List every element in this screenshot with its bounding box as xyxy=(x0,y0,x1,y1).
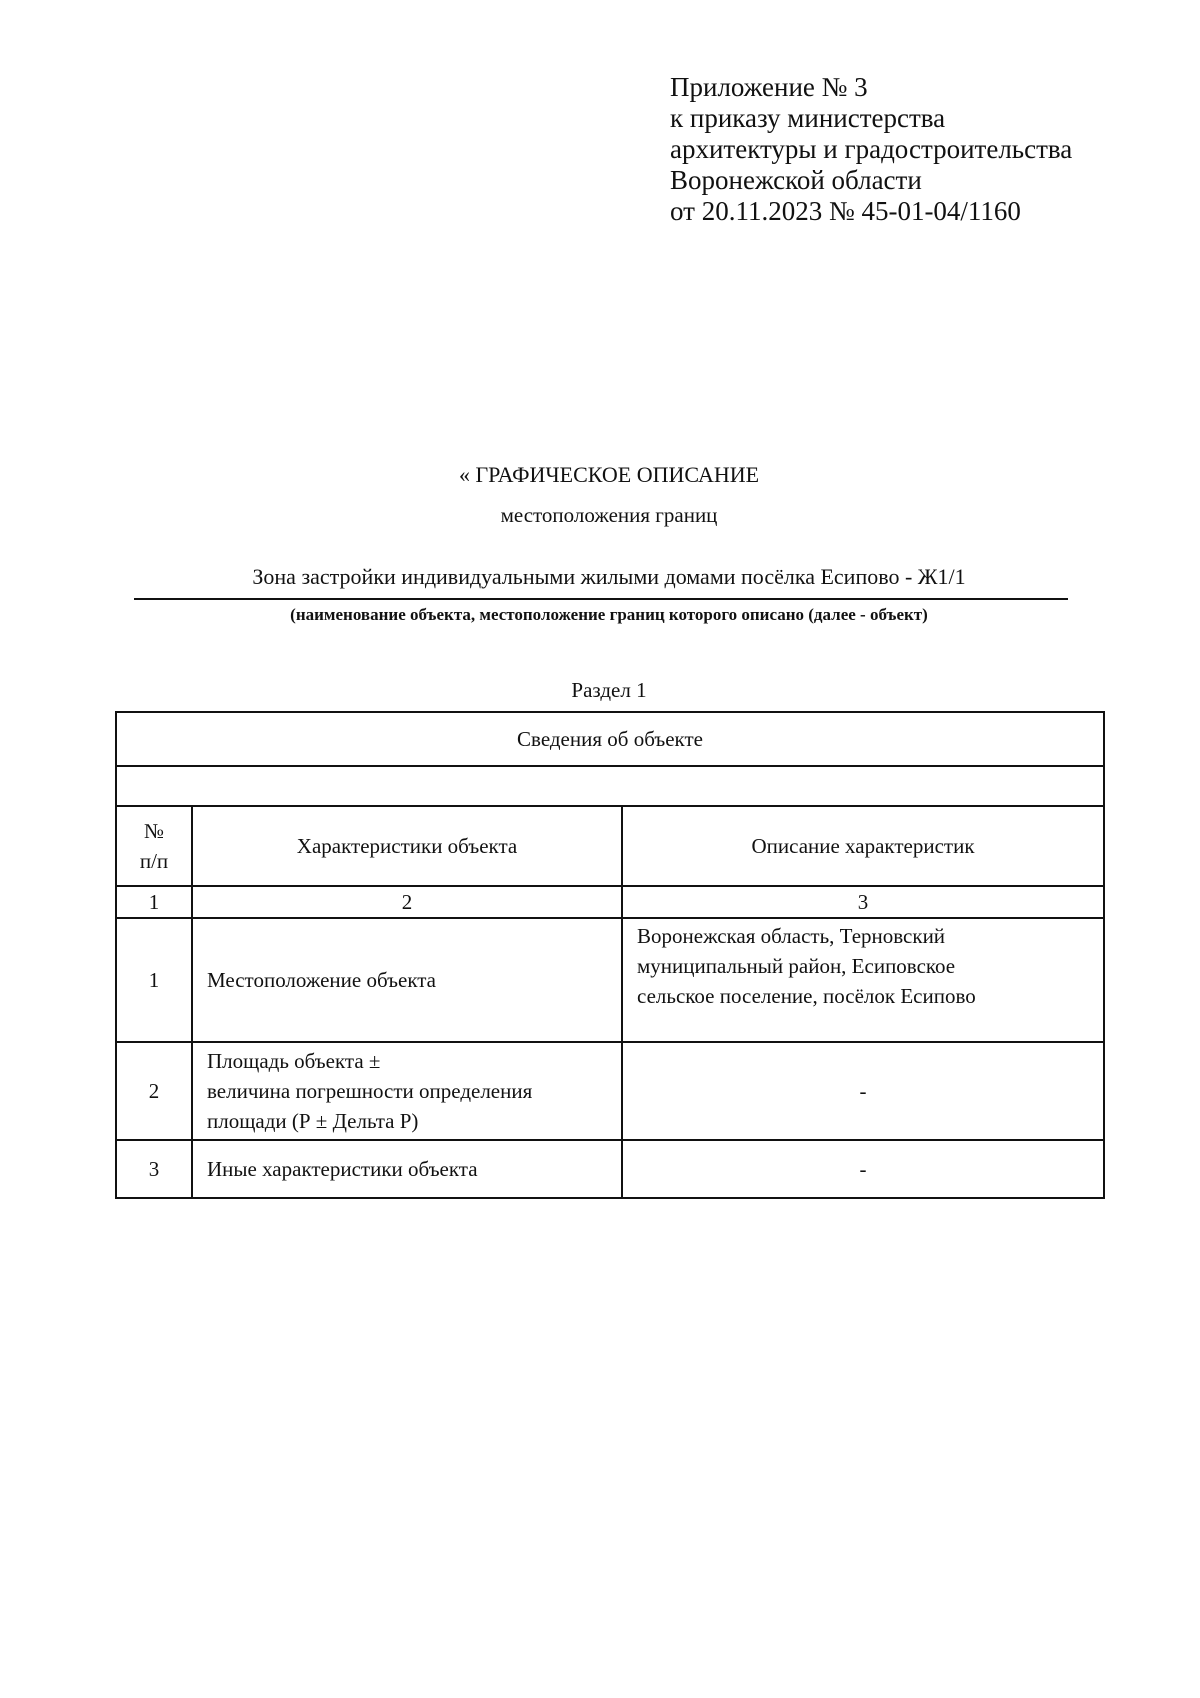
row-description: - xyxy=(622,1140,1104,1198)
appendix-line-2: к приказу министерства xyxy=(670,103,946,133)
table-empty-row xyxy=(116,766,1104,806)
row-description-line: Воронежская область, Терновский xyxy=(637,924,946,948)
section-label: Раздел 1 xyxy=(571,678,647,702)
index-cell-2: 2 xyxy=(192,886,622,918)
appendix-header xyxy=(670,72,1072,227)
header-number-line-1: № xyxy=(143,819,165,843)
index-cell-3: 3 xyxy=(622,886,1104,918)
table-row xyxy=(116,918,1104,1042)
object-info-table xyxy=(115,711,1105,1199)
table-empty-cell xyxy=(116,766,1104,806)
row-number: 2 xyxy=(116,1042,192,1140)
row-number: 3 xyxy=(116,1140,192,1198)
table-title: Сведения об объекте xyxy=(116,712,1104,766)
document-subtitle: местоположения границ xyxy=(500,503,718,527)
object-name-caption: (наименование объекта, местоположение границ которого описано (далее - объект) xyxy=(290,605,928,624)
row-characteristic xyxy=(192,1042,622,1140)
object-name-underline xyxy=(134,598,1068,600)
appendix-line-1: Приложение № 3 xyxy=(670,72,868,102)
table-row xyxy=(116,1042,1104,1140)
row-description-line: сельское поселение, посёлок Есипово xyxy=(637,984,976,1008)
row-characteristic-line: Площадь объекта ± xyxy=(207,1049,381,1073)
header-number-line-2: п/п xyxy=(139,849,169,873)
row-characteristic: Иные характеристики объекта xyxy=(192,1140,622,1198)
row-description: - xyxy=(622,1042,1104,1140)
table-title-row xyxy=(116,712,1104,766)
table-row xyxy=(116,1140,1104,1198)
row-number: 1 xyxy=(116,918,192,1042)
row-characteristic-line: площади (Р ± Дельта Р) xyxy=(207,1109,419,1133)
row-description-line: муниципальный район, Есиповское xyxy=(637,954,956,978)
row-characteristic-line: величина погрешности определения xyxy=(207,1079,533,1103)
header-characteristic: Характеристики объекта xyxy=(192,806,622,886)
table-index-row xyxy=(116,886,1104,918)
appendix-line-4: Воронежской области xyxy=(670,165,922,195)
document-title: « ГРАФИЧЕСКОЕ ОПИСАНИЕ xyxy=(458,462,760,487)
header-description: Описание характеристик xyxy=(622,806,1104,886)
row-description xyxy=(622,918,1104,1042)
header-number xyxy=(116,806,192,886)
appendix-line-3: архитектуры и градостроительства xyxy=(670,134,1073,164)
object-name: Зона застройки индивидуальными жилыми домами посёлка Есипово - Ж1/1 xyxy=(252,564,966,589)
appendix-line-5: от 20.11.2023 № 45-01-04/1160 xyxy=(670,196,1021,226)
row-characteristic: Местоположение объекта xyxy=(192,918,622,1042)
index-cell-1: 1 xyxy=(116,886,192,918)
table-header-row xyxy=(116,806,1104,886)
